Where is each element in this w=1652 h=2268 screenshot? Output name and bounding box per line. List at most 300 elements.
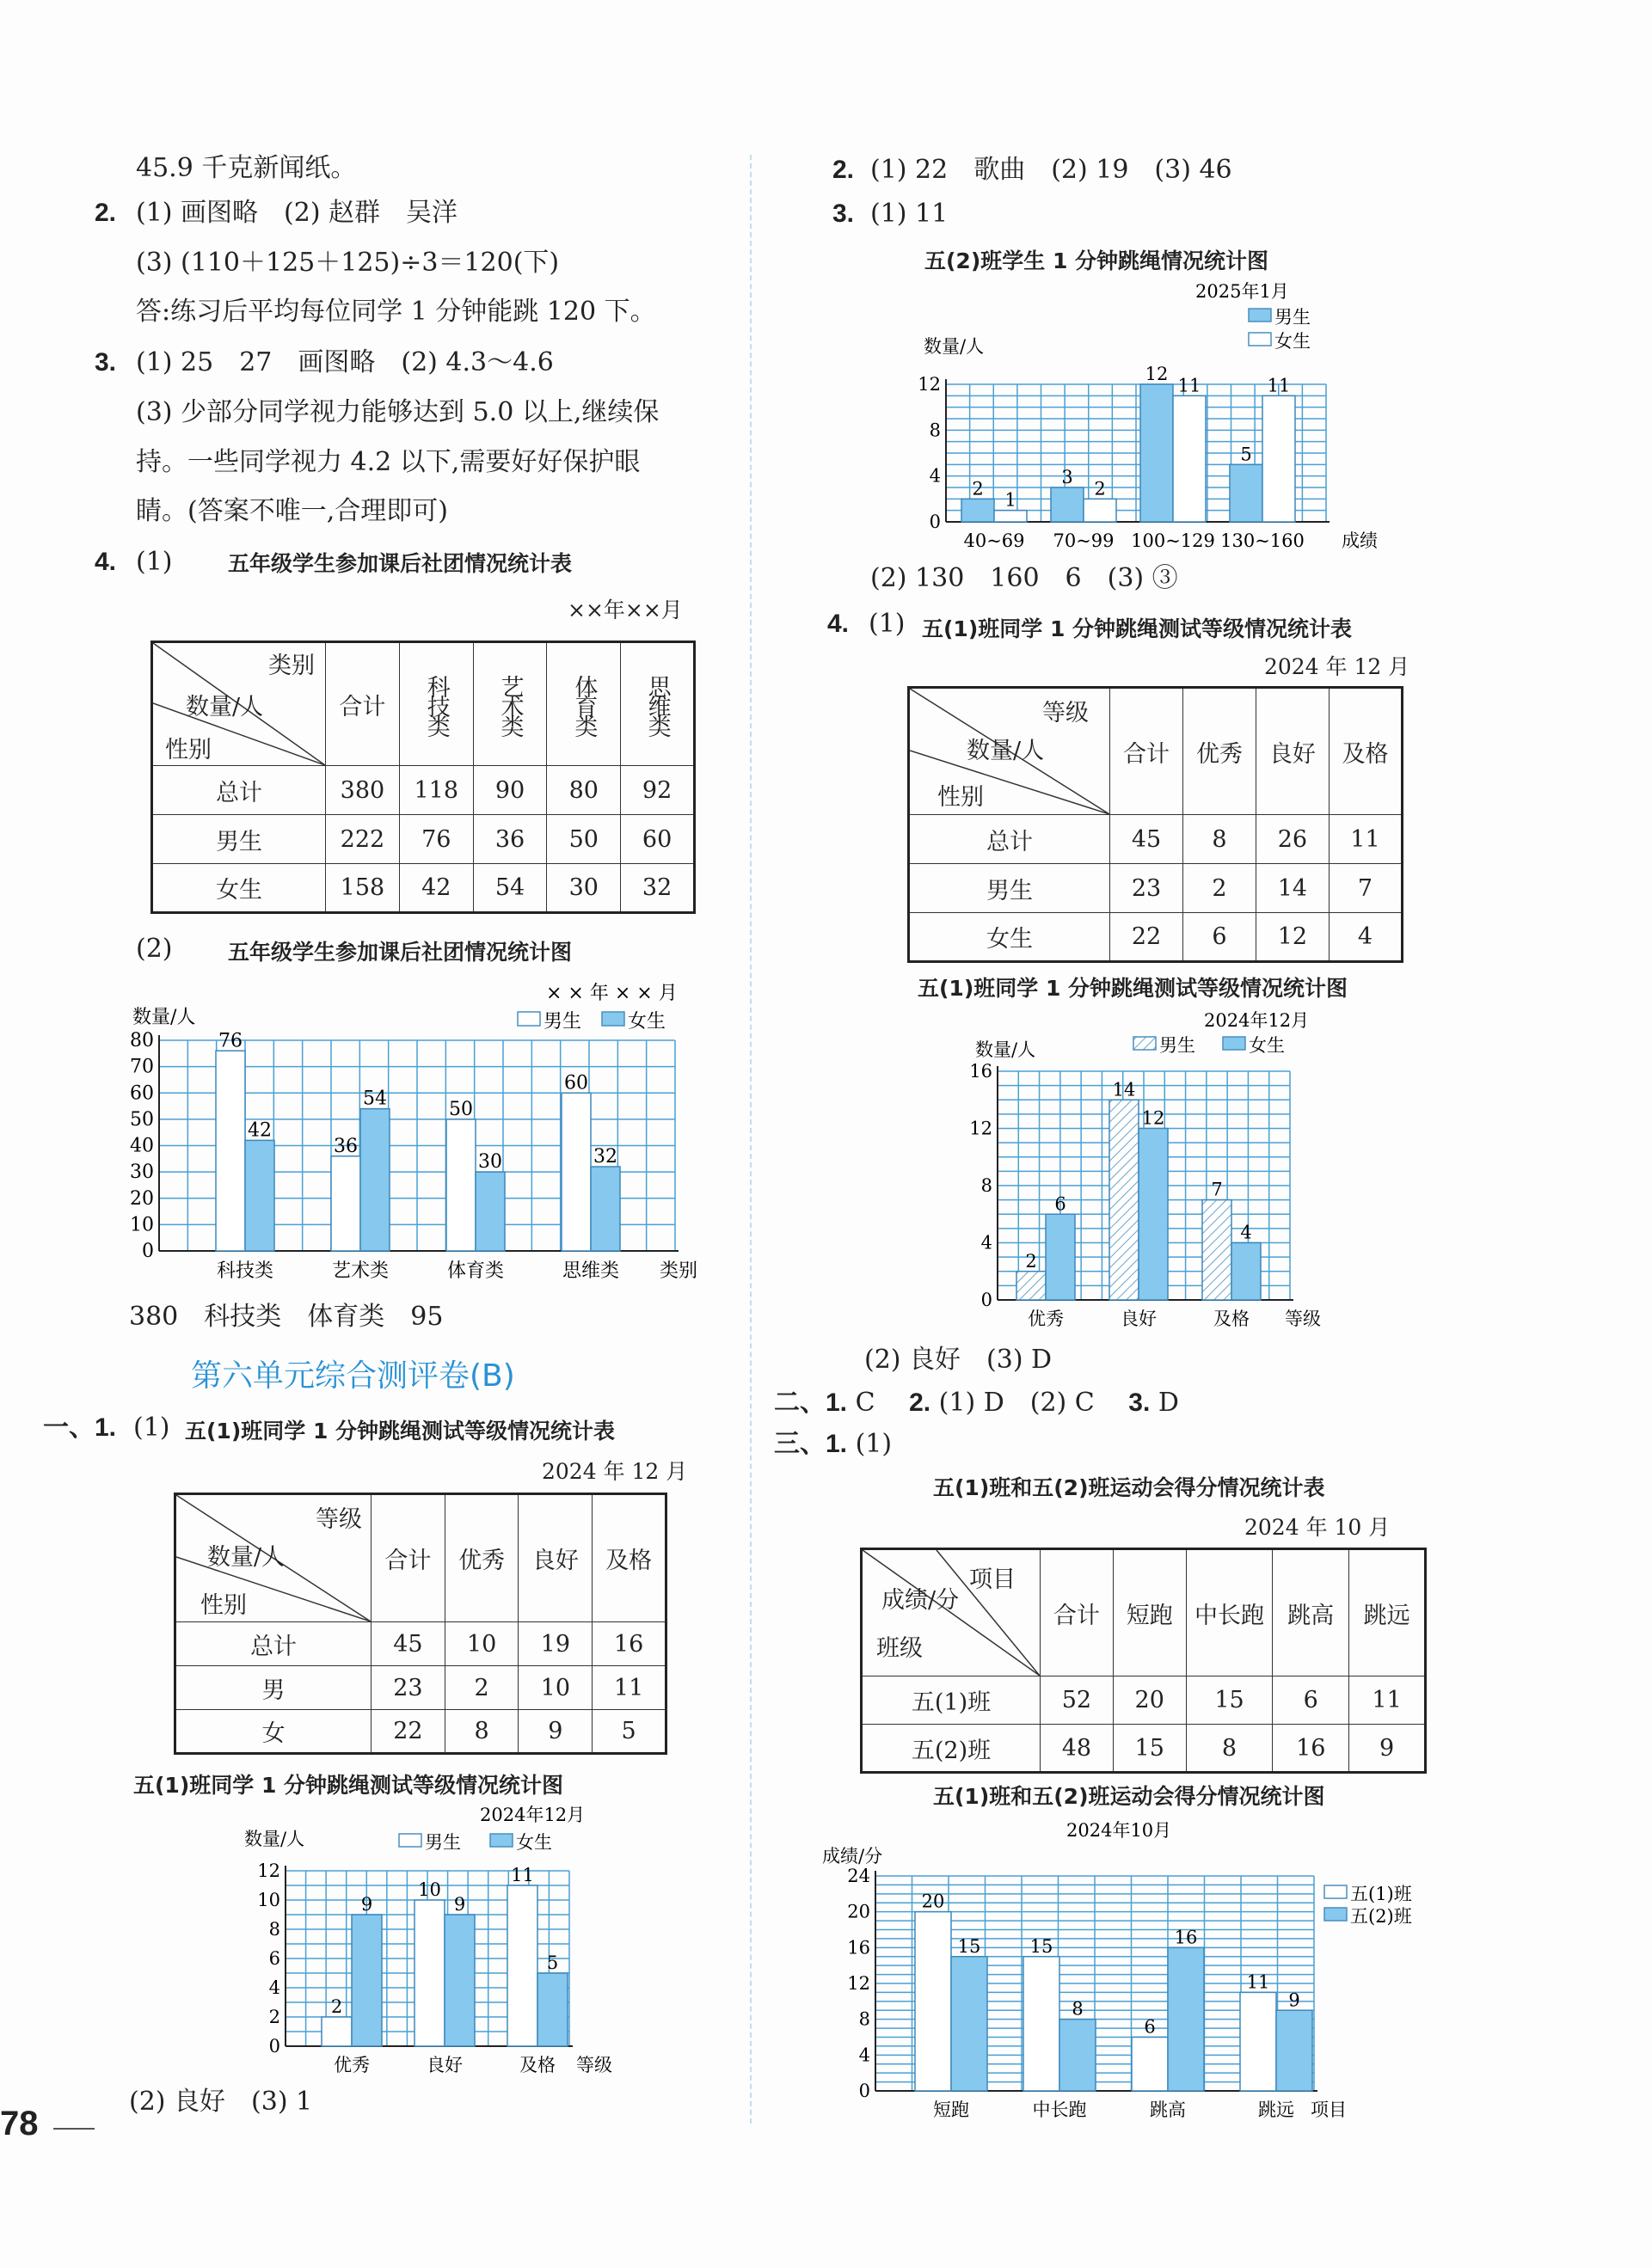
table-cell: 48 <box>1041 1725 1114 1773</box>
table-cell: 8 <box>445 1710 519 1754</box>
bar <box>915 1912 951 2091</box>
column-header: 艺术类 <box>473 642 547 766</box>
bar <box>245 1140 274 1251</box>
column-header: 优秀 <box>445 1494 519 1622</box>
answer-line: (1) 22 歌曲 (2) 19 (3) 46 <box>870 155 1232 185</box>
table-cell: 2 <box>1183 864 1256 913</box>
bar <box>1276 2010 1312 2091</box>
answer-line: (1) 11 <box>870 199 949 229</box>
table-row <box>909 815 1403 864</box>
bar-value-label: 50 <box>449 1098 473 1120</box>
row-label: 五(1)班 <box>862 1676 1041 1725</box>
section-answers <box>774 1427 892 1461</box>
y-axis-label: 数量/人 <box>924 336 985 357</box>
answer-line: (1) 画图略 (2) 赵群 吴洋 <box>136 198 458 228</box>
part-label: (1) <box>133 1413 170 1443</box>
bar-value-label: 11 <box>1246 1971 1270 1993</box>
bar <box>591 1167 620 1251</box>
bar-value-label: 7 <box>1211 1179 1223 1200</box>
column-header: 优秀 <box>1183 688 1256 815</box>
y-tick-label: 0 <box>929 512 941 532</box>
header-item: 项目 <box>969 1566 1016 1593</box>
bar-value-label: 2 <box>972 478 984 500</box>
table-cell: 4 <box>1329 913 1402 962</box>
x-tick-label: 跳远 <box>1258 2099 1294 2120</box>
y-tick-label: 4 <box>980 1232 992 1254</box>
y-tick-label: 12 <box>257 1860 280 1881</box>
page-number: 78 <box>0 2105 39 2142</box>
table-cell: 23 <box>372 1666 445 1710</box>
section-answers <box>774 1386 1179 1419</box>
question-number: 一、1. <box>43 1413 117 1442</box>
table-cell: 9 <box>1349 1725 1426 1773</box>
x-tick-label: 及格 <box>1213 1309 1250 1329</box>
y-tick-label: 80 <box>130 1030 154 1051</box>
legend-label: 五(2)班 <box>1350 1906 1412 1927</box>
header-quantity: 数量/人 <box>967 738 1045 764</box>
y-tick-label: 24 <box>847 1866 870 1886</box>
table-row <box>175 1710 666 1754</box>
chart-date: 2024年12月 <box>480 1805 586 1825</box>
bar-value-label: 12 <box>1145 364 1169 384</box>
bar-value-label: 36 <box>334 1135 358 1157</box>
answer-line: (3) (110＋125＋125)÷3＝120(下) <box>136 248 560 278</box>
bar-value-label: 10 <box>418 1879 441 1900</box>
legend-label: 女生 <box>516 1832 552 1853</box>
row-label: 女生 <box>909 913 1110 962</box>
table-title: 五(1)班和五(2)班运动会得分情况统计表 <box>933 1475 1325 1500</box>
bar-value-label: 6 <box>1144 2016 1156 2038</box>
y-axis-label: 成绩/分 <box>822 1846 883 1867</box>
diagonal-header-cell <box>175 1494 372 1622</box>
table-cell: 15 <box>1113 1725 1186 1773</box>
table-cell: 11 <box>593 1666 666 1710</box>
bar <box>1202 1200 1231 1300</box>
table-cell: 54 <box>473 864 547 913</box>
bar <box>537 1973 568 2046</box>
x-tick-label: 130~160 <box>1220 530 1305 551</box>
chart-title: 五(1)班同学 1 分钟跳绳测试等级情况统计图 <box>918 976 1348 1001</box>
row-label: 男生 <box>909 864 1110 913</box>
bar <box>446 1119 476 1251</box>
bar-value-label: 11 <box>1267 375 1291 396</box>
y-tick-label: 0 <box>858 2081 870 2101</box>
column-header: 科技类 <box>399 642 473 766</box>
table-title: 五(1)班同学 1 分钟跳绳测试等级情况统计表 <box>922 616 1353 641</box>
table-cell: 9 <box>519 1710 593 1754</box>
table-cell: 6 <box>1183 913 1256 962</box>
bar <box>1059 2020 1096 2091</box>
header-grade: 等级 <box>1042 700 1089 726</box>
bar <box>476 1172 505 1251</box>
y-tick-label: 8 <box>858 2008 870 2030</box>
x-axis-label: 成绩 <box>1342 530 1378 551</box>
row-label: 男生 <box>152 815 326 864</box>
bar-value-label: 30 <box>478 1151 502 1174</box>
question-number: 4. <box>95 548 117 576</box>
table-cell: 11 <box>1329 815 1402 864</box>
y-tick-label: 16 <box>969 1061 992 1082</box>
chart-title: 五(1)班同学 1 分钟跳绳测试等级情况统计图 <box>133 1773 564 1798</box>
row-label: 五(2)班 <box>862 1725 1041 1773</box>
clubs-table <box>150 641 696 914</box>
y-tick-label: 8 <box>268 1919 280 1940</box>
legend-swatch <box>1324 1885 1347 1898</box>
table-row <box>909 864 1403 913</box>
table-cell: 10 <box>445 1622 519 1666</box>
table-row <box>152 864 695 913</box>
legend-label: 男生 <box>544 1011 582 1033</box>
y-tick-label: 0 <box>142 1241 154 1262</box>
question-number: 2. <box>95 199 117 227</box>
y-tick-label: 16 <box>847 1937 870 1958</box>
table-cell: 26 <box>1256 815 1329 864</box>
bar-value-label: 5 <box>546 1952 559 1973</box>
table-cell: 22 <box>1110 913 1183 962</box>
chart-title: 五(1)班和五(2)班运动会得分情况统计图 <box>933 1784 1325 1809</box>
table-cell: 222 <box>326 815 400 864</box>
row-label: 总计 <box>152 766 326 815</box>
y-tick-label: 2 <box>268 2007 280 2027</box>
header-category: 类别 <box>268 653 315 679</box>
legend-label: 男生 <box>1159 1035 1195 1056</box>
bar <box>1140 384 1173 522</box>
x-tick-label: 跳高 <box>1150 2099 1186 2120</box>
bar <box>1173 395 1206 522</box>
table-row <box>152 766 695 815</box>
answer-text: D <box>1158 1388 1179 1418</box>
bar-value-label: 2 <box>1025 1250 1037 1272</box>
table-cell: 11 <box>1349 1676 1426 1725</box>
clubs-bar-chart <box>120 980 722 1290</box>
table-row <box>175 1622 666 1666</box>
chart-title: 五(2)班学生 1 分钟跳绳情况统计图 <box>924 248 1269 273</box>
table-row <box>909 913 1403 962</box>
x-axis-label: 类别 <box>660 1260 698 1282</box>
column-header: 及格 <box>593 1494 666 1622</box>
table-cell: 22 <box>372 1710 445 1754</box>
answer-line: 持。一些同学视力 4.2 以下,需要好好保护眼 <box>136 447 641 477</box>
page-number-rule <box>53 2128 95 2130</box>
bar-value-label: 11 <box>1177 375 1201 396</box>
bar-value-label: 2 <box>330 1996 343 2017</box>
bar <box>507 1885 537 2046</box>
bar-value-label: 6 <box>1054 1193 1066 1215</box>
column-header: 合计 <box>326 642 400 766</box>
table-cell: 42 <box>399 864 473 913</box>
y-axis-label: 数量/人 <box>975 1039 1036 1060</box>
bar-value-label: 14 <box>1112 1079 1136 1100</box>
bar-value-label: 12 <box>1141 1107 1165 1129</box>
answer-line: (2) 130 160 6 (3) ③ <box>870 563 1178 593</box>
row-label: 女 <box>175 1710 372 1754</box>
answer-line: (1) 25 27 画图略 (2) 4.3～4.6 <box>136 347 554 377</box>
legend-swatch <box>518 1012 540 1026</box>
y-tick-label: 0 <box>268 2036 280 2057</box>
question-number: 2. <box>909 1388 931 1417</box>
y-tick-label: 0 <box>980 1290 992 1310</box>
table-date: 2024 年 10 月 <box>1244 1515 1391 1540</box>
legend-label: 五(1)班 <box>1350 1884 1412 1904</box>
question-number: 2. <box>832 156 855 184</box>
answer-line: (2) 良好 (3) 1 <box>129 2087 313 2117</box>
table-cell: 50 <box>547 815 621 864</box>
section-title: 第六单元综合测评卷(B) <box>191 1358 515 1394</box>
header-gender: 性别 <box>200 1592 247 1619</box>
answer-line: 答:练习后平均每位同学 1 分钟能跳 120 下。 <box>136 297 656 327</box>
table-cell: 16 <box>1273 1725 1349 1773</box>
table-cell: 6 <box>1273 1676 1349 1725</box>
chart-date: × × 年 × × 月 <box>546 983 678 1004</box>
chart-date: 2025年1月 <box>1195 281 1289 302</box>
question-number: 3. <box>95 348 117 377</box>
legend-label: 男生 <box>1274 307 1311 328</box>
table-cell: 12 <box>1256 913 1329 962</box>
chart-date: 2024年12月 <box>1204 1010 1310 1031</box>
table-cell: 16 <box>593 1622 666 1666</box>
x-tick-label: 40~69 <box>963 530 1025 551</box>
bar <box>1016 1272 1046 1300</box>
bar-value-label: 15 <box>1029 1935 1053 1957</box>
column-header: 中长跑 <box>1186 1549 1273 1676</box>
sports-bar-chart <box>808 1816 1479 2134</box>
column-header: 良好 <box>519 1494 593 1622</box>
bar-value-label: 42 <box>248 1119 272 1142</box>
bar <box>1230 464 1262 522</box>
x-axis-label: 等级 <box>576 2055 612 2075</box>
y-tick-label: 20 <box>847 1901 870 1922</box>
section-prefix: 二、1. <box>774 1388 848 1417</box>
bar-value-label: 60 <box>564 1072 588 1094</box>
bar <box>445 1915 475 2046</box>
diagonal-header-cell <box>152 642 326 766</box>
bar-value-label: 9 <box>1288 1989 1300 2011</box>
answer-text: (1) D (2) C <box>938 1388 1121 1418</box>
row-label: 男 <box>175 1666 372 1710</box>
x-tick-label: 70~99 <box>1053 530 1115 551</box>
chart-title: 五年级学生参加课后社团情况统计图 <box>228 940 573 965</box>
rope-b-table <box>174 1493 667 1755</box>
table-cell: 36 <box>473 815 547 864</box>
column-header: 跳高 <box>1273 1549 1349 1676</box>
y-axis-label: 数量/人 <box>132 1007 196 1028</box>
table-cell: 10 <box>519 1666 593 1710</box>
column-header: 及格 <box>1329 688 1402 815</box>
diagonal-header-cell <box>909 688 1110 815</box>
bar-value-label: 16 <box>1174 1927 1198 1948</box>
x-tick-label: 短跑 <box>933 2099 969 2120</box>
header-score: 成绩/分 <box>881 1587 960 1614</box>
table-cell: 8 <box>1186 1725 1273 1773</box>
table-cell: 380 <box>326 766 400 815</box>
bar <box>1084 499 1116 522</box>
table-row <box>862 1676 1426 1725</box>
bar-value-label: 1 <box>1004 489 1016 511</box>
row-label: 总计 <box>175 1622 372 1666</box>
bar <box>1240 1992 1276 2091</box>
bar <box>360 1109 390 1251</box>
bar <box>1262 395 1295 522</box>
y-tick-label: 70 <box>130 1056 154 1078</box>
bar <box>1139 1129 1168 1301</box>
bar <box>1023 1957 1059 2091</box>
chart-date: 2024年10月 <box>1066 1820 1172 1841</box>
legend-label: 女生 <box>1274 331 1311 352</box>
column-header: 合计 <box>1041 1549 1114 1676</box>
table-cell: 7 <box>1329 864 1402 913</box>
table-cell: 19 <box>519 1622 593 1666</box>
question-number: 3. <box>832 199 855 228</box>
answer-text: C <box>855 1388 901 1418</box>
bar <box>1051 487 1084 522</box>
table-cell: 30 <box>547 864 621 913</box>
bar-value-label: 20 <box>921 1891 945 1912</box>
bar <box>1168 1947 1204 2091</box>
answer-line: (2) 良好 (3) D <box>864 1345 1053 1375</box>
row-label: 总计 <box>909 815 1110 864</box>
table-cell: 76 <box>399 815 473 864</box>
x-tick-label: 中长跑 <box>1032 2099 1087 2120</box>
x-tick-label: 思维类 <box>562 1260 620 1282</box>
x-tick-label: 100~129 <box>1131 530 1215 551</box>
answer-line: 睛。(答案不唯一,合理即可) <box>136 496 448 526</box>
table-cell: 118 <box>399 766 473 815</box>
part-label: (1) <box>869 609 906 639</box>
legend-swatch <box>1324 1908 1347 1921</box>
table-cell: 158 <box>326 864 400 913</box>
legend-swatch <box>490 1834 513 1847</box>
legend-swatch <box>1249 333 1271 346</box>
header-quantity: 数量/人 <box>186 694 264 720</box>
bar <box>1132 2038 1168 2092</box>
legend-swatch <box>1249 309 1271 322</box>
part-label: (1) <box>855 1429 893 1459</box>
x-tick-label: 艺术类 <box>331 1260 390 1282</box>
y-tick-label: 60 <box>130 1082 154 1105</box>
table-cell: 52 <box>1041 1676 1114 1725</box>
bar <box>961 499 994 522</box>
x-tick-label: 良好 <box>427 2055 463 2075</box>
column-header: 合计 <box>1110 688 1183 815</box>
bar-value-label: 9 <box>360 1894 373 1915</box>
table-cell: 32 <box>621 864 695 913</box>
bar-value-label: 9 <box>453 1894 466 1915</box>
table-title: 五年级学生参加课后社团情况统计表 <box>228 551 573 576</box>
y-tick-label: 50 <box>130 1108 154 1131</box>
column-header: 体育类 <box>547 642 621 766</box>
y-tick-label: 8 <box>980 1175 992 1196</box>
table-row <box>152 815 695 864</box>
bar <box>562 1093 591 1251</box>
legend-label: 男生 <box>425 1832 461 1853</box>
table-date: 2024 年 12 月 <box>542 1459 688 1484</box>
rope-b-bar-chart <box>232 1805 628 2089</box>
table-row <box>862 1725 1426 1773</box>
header-gender: 性别 <box>937 784 984 811</box>
y-tick-label: 10 <box>257 1890 280 1910</box>
bar <box>352 1915 382 2046</box>
table-date: 2024 年 12 月 <box>1264 654 1410 679</box>
bar <box>951 1957 987 2091</box>
table-cell: 8 <box>1183 815 1256 864</box>
bar <box>1046 1214 1075 1300</box>
x-axis-label: 等级 <box>1285 1309 1321 1329</box>
bar-value-label: 76 <box>218 1030 243 1052</box>
bar-value-label: 15 <box>957 1935 981 1957</box>
legend-label: 女生 <box>628 1011 666 1033</box>
continuation-text: 45.9 千克新闻纸。 <box>136 153 357 183</box>
bar-value-label: 11 <box>511 1865 534 1885</box>
x-tick-label: 及格 <box>519 2055 556 2075</box>
bar-value-label: 32 <box>593 1146 617 1168</box>
bar-value-label: 54 <box>363 1088 387 1110</box>
diagonal-header-cell <box>862 1549 1041 1676</box>
column-header: 合计 <box>372 1494 445 1622</box>
table-cell: 45 <box>372 1622 445 1666</box>
x-tick-label: 良好 <box>1121 1309 1157 1329</box>
bar-value-label: 4 <box>1240 1222 1252 1243</box>
bar <box>216 1051 245 1251</box>
bar <box>331 1156 360 1251</box>
table-cell: 20 <box>1113 1676 1186 1725</box>
table-row <box>175 1666 666 1710</box>
part-label: (1) <box>136 547 173 577</box>
x-tick-label: 优秀 <box>334 2055 370 2075</box>
table-cell: 23 <box>1110 864 1183 913</box>
y-axis-label: 数量/人 <box>244 1829 305 1849</box>
y-tick-label: 30 <box>130 1162 154 1184</box>
header-grade: 等级 <box>316 1506 362 1533</box>
y-tick-label: 12 <box>847 1973 870 1994</box>
question-number: 3. <box>1128 1388 1151 1417</box>
x-tick-label: 优秀 <box>1028 1309 1064 1329</box>
part-label: (2) <box>136 934 173 964</box>
bar <box>415 1900 445 2046</box>
table-cell: 80 <box>547 766 621 815</box>
row-label: 女生 <box>152 864 326 913</box>
legend-swatch <box>399 1834 421 1847</box>
y-tick-label: 10 <box>130 1214 154 1236</box>
section-prefix: 三、1. <box>774 1430 848 1458</box>
column-divider <box>750 155 752 2124</box>
bar-value-label: 5 <box>1240 444 1252 465</box>
header-quantity: 数量/人 <box>207 1544 286 1571</box>
x-tick-label: 体育类 <box>446 1260 505 1282</box>
jump-bar-chart <box>912 275 1393 559</box>
y-tick-label: 4 <box>929 465 941 487</box>
table-cell: 90 <box>473 766 547 815</box>
rope-table <box>907 686 1403 963</box>
y-tick-label: 20 <box>130 1187 154 1210</box>
question-number: 4. <box>827 610 850 638</box>
bar-value-label: 3 <box>1061 467 1073 487</box>
legend-swatch <box>1223 1037 1245 1050</box>
legend-label: 女生 <box>1249 1035 1285 1056</box>
table-cell: 14 <box>1256 864 1329 913</box>
table-date: ××年××月 <box>568 598 683 622</box>
table-cell: 2 <box>445 1666 519 1710</box>
header-class: 班级 <box>876 1635 923 1662</box>
legend-swatch <box>602 1012 624 1026</box>
rope-right-bar-chart <box>955 1004 1359 1339</box>
x-tick-label: 科技类 <box>216 1260 274 1282</box>
answer-line: 380 科技类 体育类 95 <box>129 1302 444 1332</box>
table-cell: 60 <box>621 815 695 864</box>
table-cell: 15 <box>1186 1676 1273 1725</box>
y-tick-label: 40 <box>130 1135 154 1157</box>
table-cell: 92 <box>621 766 695 815</box>
bar <box>1231 1243 1261 1301</box>
